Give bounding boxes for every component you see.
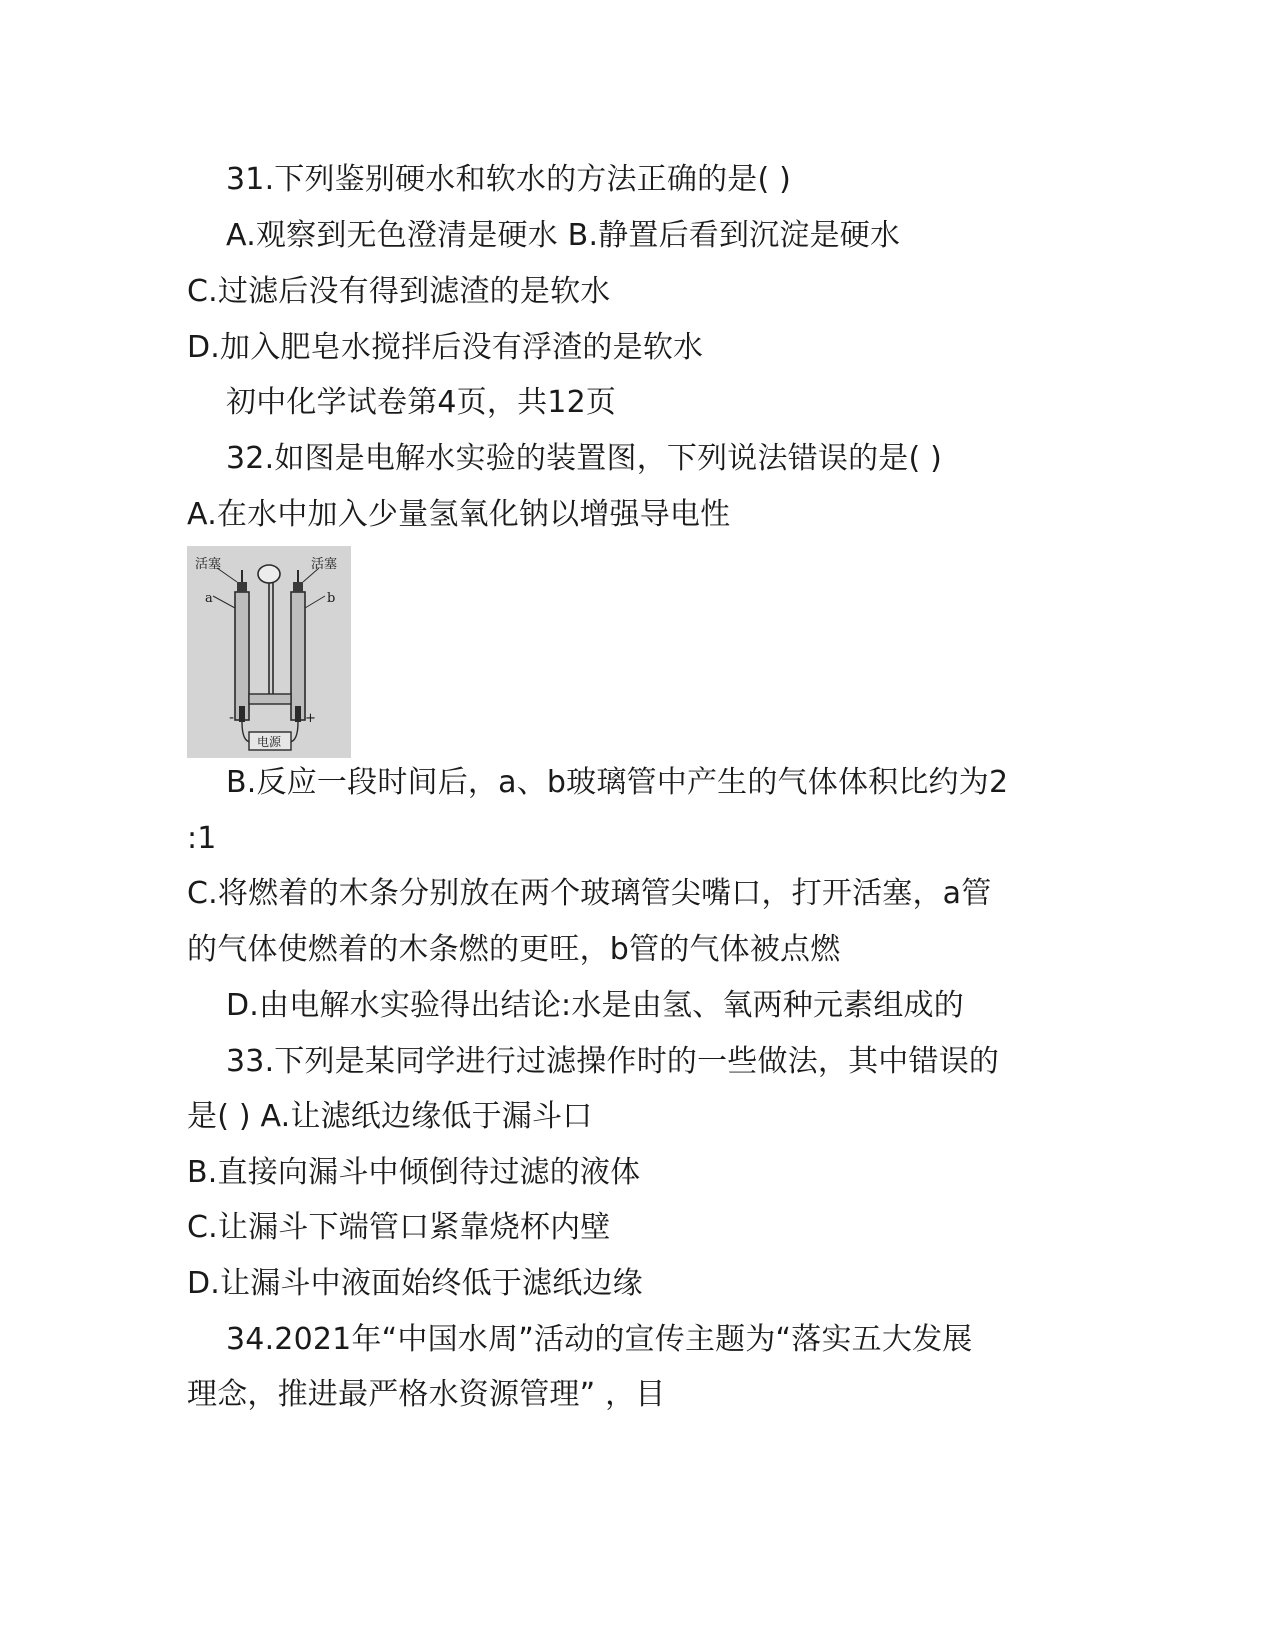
- q32-stem: 32.如图是电解水实验的装置图，下列说法错误的是( ): [226, 441, 943, 476]
- label-minus: -: [229, 710, 235, 726]
- funnel-bulb: [258, 565, 280, 583]
- q33-option-b: B.直接向漏斗中倾倒待过滤的液体: [187, 1155, 641, 1190]
- tube-a: [235, 592, 249, 720]
- page-footer: 初中化学试卷第4页，共12页: [226, 385, 617, 420]
- tube-b: [291, 592, 305, 720]
- q33-stem-line2: 是( ) A.让滤纸边缘低于漏斗口: [187, 1099, 593, 1134]
- label-right-valve: 活塞: [311, 557, 338, 572]
- label-left-valve: 活塞: [195, 557, 222, 572]
- q33-option-d: D.让漏斗中液面始终低于滤纸边缘: [187, 1266, 643, 1301]
- q32-option-d: D.由电解水实验得出结论:水是由氢、氧两种元素组成的: [226, 988, 964, 1023]
- q33-stem-line1: 33.下列是某同学进行过滤操作时的一些做法，其中错误的: [226, 1044, 1000, 1079]
- electrolysis-apparatus-figure: [187, 546, 351, 758]
- q32-option-c-line2: 的气体使燃着的木条燃的更旺，b管的气体被点燃: [187, 932, 841, 967]
- q34-stem-line1: 34.2021年“中国水周”活动的宣传主题为“落实五大发展: [226, 1322, 973, 1357]
- label-a: a: [205, 591, 213, 606]
- q32-option-c-line1: C.将燃着的木条分别放在两个玻璃管尖嘴口，打开活塞，a管: [187, 876, 992, 911]
- label-power: 电源: [257, 735, 282, 749]
- q34-stem-line2: 理念，推进最严格水资源管理” ，目: [187, 1377, 666, 1412]
- q31-option-c: C.过滤后没有得到滤渣的是软水: [187, 274, 611, 309]
- q32-option-b-line1: B.反应一段时间后，a、b玻璃管中产生的气体体积比约为2: [226, 765, 1009, 800]
- label-plus: +: [305, 711, 316, 726]
- q32-option-a: A.在水中加入少量氢氧化钠以增强导电性: [187, 497, 731, 532]
- label-b: b: [327, 591, 336, 606]
- q32-option-b-line2: :1: [187, 821, 217, 856]
- q31-options-ab: A.观察到无色澄清是硬水 B.静置后看到沉淀是硬水: [226, 218, 901, 253]
- q31-stem: 31.下列鉴别硬水和软水的方法正确的是( ): [226, 162, 792, 197]
- q31-option-d: D.加入肥皂水搅拌后没有浮渣的是软水: [187, 330, 704, 365]
- q33-option-c: C.让漏斗下端管口紧靠烧杯内壁: [187, 1210, 611, 1245]
